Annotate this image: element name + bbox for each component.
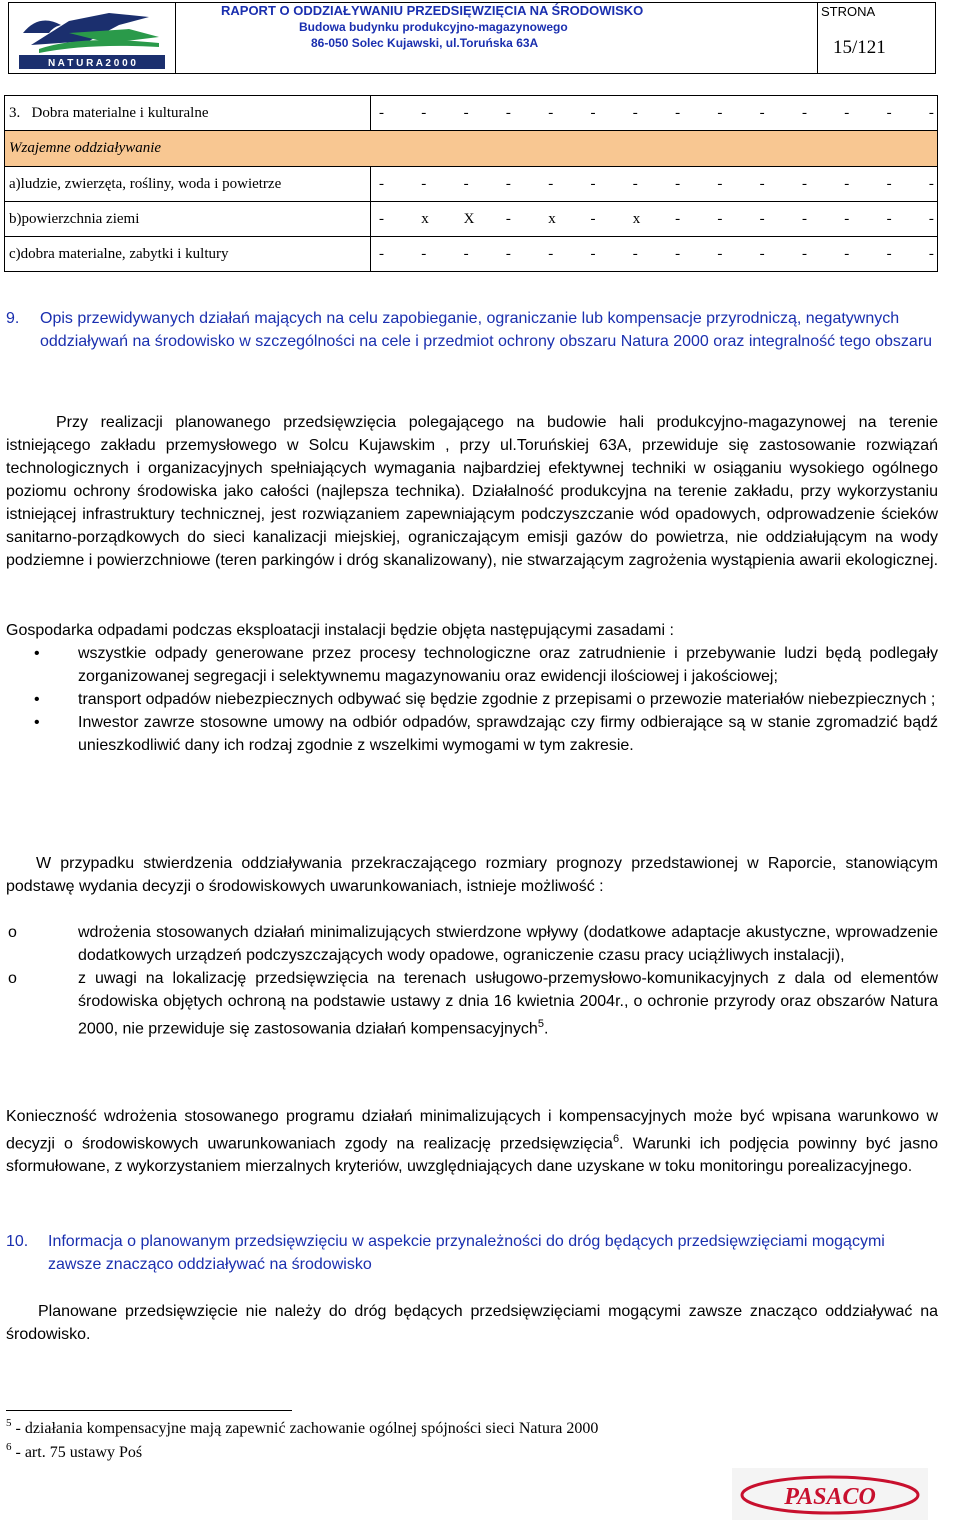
- table-section-row: [5, 131, 938, 167]
- page-label: STRONA: [821, 4, 876, 19]
- section-title: Opis przewidywanych działań mających na celu zapobieganie, ograniczanie lub kompensacje przyrodniczą, negatywnych oddziaływań na środowisko w szczególności na cele i przedmiot ochrony obszaru Natura 2000 oraz integralność tego obszaru: [40, 310, 933, 350]
- section-label: Wzajemne oddziaływanie: [5, 131, 938, 167]
- section-10-heading: [6, 1230, 938, 1276]
- row-cells: - - - - - - - - - - - - - -: [371, 96, 938, 131]
- page-number-block: [817, 3, 935, 73]
- report-title: RAPORT O ODDZIAŁYWANIU PRZEDSIĘWZIĘCIA NA ŚRODOWISKO: [221, 3, 644, 18]
- list-item: • transport odpadów niebezpiecznych odbywać się będzie zgodnie z przepisami o przewozie materiałów niebezpiecznych ;: [34, 691, 936, 708]
- impact-table: [4, 95, 938, 272]
- row-cells: - x X - x - x - - - - - - -: [371, 202, 938, 237]
- pasaco-logo-text: PASACO: [784, 1484, 876, 1510]
- option-list: [6, 921, 938, 1040]
- section-number: 9.: [6, 310, 20, 327]
- page-header: [8, 2, 936, 74]
- row-label: b)powierzchnia ziemi: [5, 202, 371, 237]
- natura-logo-text: N A T U R A 2 0 0 0: [48, 58, 136, 69]
- row-label: c)dobra materialne, zabytki i kultury: [5, 237, 371, 272]
- row-number: 3.: [9, 104, 21, 121]
- section-title: Informacja o planowanym przedsięwzięciu w aspekcie przynależności do dróg będących przedsięwzięciami mogącymi zawsze znacząco oddziaływać na środowisko: [48, 1233, 885, 1273]
- bullet-list: [6, 642, 938, 757]
- row-cells: - - - - - - - - - - - - - -: [371, 167, 938, 202]
- table-row: [5, 96, 938, 131]
- section-number: 10.: [6, 1233, 29, 1250]
- natura-2000-logo: [9, 3, 176, 73]
- row-label-text: Dobra materialne i kulturalne: [31, 104, 209, 121]
- row-label: [5, 96, 371, 131]
- list-item: • wszystkie odpady generowane przez procesy technologiczne oraz zatrudnienie i przebywanie ludzi będą podlegały zorganizowanej segregacji i selektywnemu magazynowaniu oraz ewidencji ilościowej i jakościowej;: [34, 645, 938, 685]
- pasaco-logo-graphic: [732, 1468, 928, 1520]
- section-9-heading: [6, 307, 938, 353]
- table-row: [5, 167, 938, 202]
- footnote-separator: [6, 1410, 292, 1411]
- list-item: o wdrożenia stosowanych działań minimalizujących stwierdzone wpływy (dodatkowe adaptacje akustyczne, wprowadzenie dodatkowych urządzeń podczyszczających wody opadowe, ograniczenie czasu pracy uciążliwych instalacji),: [8, 924, 938, 964]
- page-number: 15/121: [833, 37, 886, 58]
- pasaco-logo: [732, 1468, 928, 1520]
- list-item: • Inwestor zawrze stosowne umowy na odbiór odpadów, sprawdzając czy firmy odbierające są w stanie zgromadzić bądź unieszkodliwić dany ich rodzaj zgodnie z wszelkimi wymogami w tym zakresie.: [34, 714, 938, 754]
- natura-logo-graphic: [9, 3, 175, 73]
- paragraph: Planowane przedsięwzięcie nie należy do dróg będących przedsięwzięciami mogącymi zawsze znacząco oddziaływać na środowisko.: [6, 1303, 938, 1343]
- paragraph: Gospodarka odpadami podczas eksploatacji instalacji będzie objęta następującymi zasadami :: [6, 622, 674, 639]
- paragraph: Przy realizacji planowanego przedsięwzięcia polegającego na budowie hali produkcyjno-magazynowej na terenie istniejącego zakładu przemysłowego w Solcu Kujawskim , przy ul.Toruńskiej 63A, przewiduje się zastosowanie rozwiązań technologicznych i organizacyjnych spełniających wymagania najbardziej efektywnej techniki w osiąganiu wysokiego ogólnego poziomu ochrony środowiska jako całości (najlepsza technika). Działalność produkcyjna na terenie zakładu, przy wykorzystaniu istniejącej infrastruktury technicznej, jest rozwiązaniem zapewniającym podczyszczanie wód opadowych, odprowadzenie ścieków sanitarno-porządkowych do sieci kanalizacji miejskiej, ograniczającym emisji gazów do powietrza, nie oddziałującym na wody podziemne i powierzchniowe (teren parkingów i dróg skanalizowany), nie stwarzającym zagrożenia wystąpienia awarii ekologicznej.: [6, 414, 939, 569]
- list-item: o z uwagi na lokalizację przedsięwzięcia na terenach usługowo-przemysłowo-komunikacyjnych z dala od elementów środowiska objętych ochroną na podstawie ustawy z dnia 16 kwietnia 2004r., o ochronie przyrody oraz obszarów Natura 2000, nie przewiduje się zastosowania działań kompensacyjnych$^5$.: [8, 970, 938, 1038]
- paragraph: Konieczność wdrożenia stosowanego programu działań minimalizujących i kompensacyjnych może być wpisana warunkowo w decyzji o środowiskowych uwarunkowaniach zgody na realizację przedsięwzięcia$^6$. Warunki ich podjęcia powinny być jasno sformułowane, z wykorzystaniem mierzalnych kryteriów, uwzględniających dane uzyskane w toku monitoringu porealizacyjnego.: [6, 1108, 939, 1176]
- table-row: [5, 202, 938, 237]
- row-label: a)ludzie, zwierzęta, rośliny, woda i powietrze: [5, 167, 371, 202]
- project-name: Budowa budynku produkcyjno-magazynowego: [299, 20, 568, 34]
- row-cells: - - - - - - - - - - - - - -: [371, 237, 938, 272]
- paragraph: W przypadku stwierdzenia oddziaływania przekraczającego rozmiary prognozy przedstawionej w Raporcie, stanowiącym podstawę wydania decyzji o środowiskowych uwarunkowaniach, istnieje możliwość :: [6, 855, 938, 895]
- footnote: $^5$ - działania kompensacyjne mają zapewnić zachowanie ogólnej spójności sieci Natura 2000: [6, 1417, 599, 1437]
- table-row: [5, 237, 938, 272]
- footnote: $^6$ - art. 75 ustawy Poś: [6, 1441, 143, 1461]
- header-title-block: [175, 3, 818, 73]
- project-address: 86-050 Solec Kujawski, ul.Toruńska 63A: [311, 36, 539, 50]
